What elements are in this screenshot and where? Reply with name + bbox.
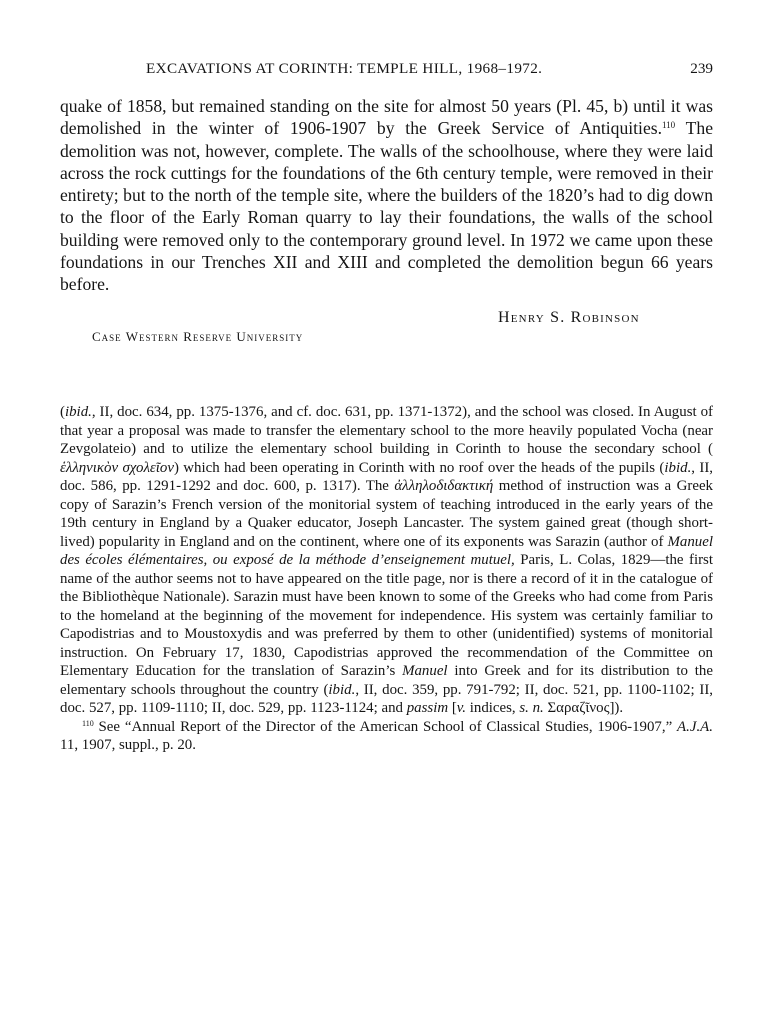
fn-text: into Greek and for its distribution to the elementary schools throughout the country ( — [60, 663, 713, 698]
fn-text: Σαραζῖνος]). — [543, 700, 624, 716]
body-text-part: quake of 1858, but remained standing on the site for almost 50 years (Pl. 45, b) until it was demolished in the winter of 1906-1907 by the Greek Service of Antiquities. — [60, 96, 713, 139]
footnote-110 — [60, 718, 713, 755]
fn-text: method of instruction was a Greek copy of Sarazin’s French version of the monitorial system of teaching introduced in the early years of the 19th century in England by a Quaker educator, Joseph Lancaster. The system gained great (though short-lived) popularity in England and on the continent, where one of its exponents was Sarazin (author of — [60, 478, 713, 550]
running-title: EXCAVATIONS AT CORINTH: TEMPLE HILL, 1968–1972. — [146, 60, 543, 77]
fn-italic: Manuel — [402, 663, 448, 679]
body-paragraph — [60, 95, 713, 296]
fn-text: , II, doc. 634, pp. 1375-1376, and cf. doc. 631, pp. 1371-1372), and the school was closed. In August of that year a proposal was made to transfer the elementary school to the more heavily populated Vocha (near Zevgolateio) and to utilize the elementary school building in Corinth to house the secondary school ( — [60, 404, 713, 457]
footnote-ref-110: 110 — [662, 120, 676, 131]
running-header — [60, 60, 713, 82]
footnotes — [60, 403, 713, 755]
page-number: 239 — [690, 60, 713, 77]
fn-text: Paris, L. Colas, 1829—the first name of the author seems not to have appeared on the title page, nor is there a record of it in the catalogue of the Bibliothèque Nationale). Sarazin must have been known to some of the Greeks who had come from Paris to the homeland at the beginning of the movement for independence. His system was certainly familiar to Capodistrias and to Moustoxydis and was preferred by them to other (unidentified) systems of monitorial instruction. On February 17, 1830, Capodistrias approved the recommendation of the Committee on Elementary Education for the translation of Sarazin’s — [60, 552, 713, 679]
fn-italic: Manuel des écoles élémentaires, ou exposé de la méthode d’enseignement mutuel, — [60, 533, 713, 568]
fn-text: [ — [448, 700, 457, 716]
fn-italic: ibid. — [64, 404, 92, 420]
author-signature: Henry S. Robinson — [498, 309, 640, 326]
fn-text: See “Annual Report of the Director of the American School of Classical Studies, 1906-1907,” — [93, 718, 678, 735]
fn-text: , II, doc. 586, pp. 1291-1292 and doc. 600, p. 1317). The — [60, 459, 714, 494]
fn-text: 11, 1907, suppl., p. 20. — [60, 737, 196, 753]
author-affiliation: Case Western Reserve University — [92, 329, 304, 344]
footnote-number: 110 — [82, 718, 94, 728]
fn-text: indices, — [466, 700, 520, 716]
fn-greek: ἑλληνικὸν σχολεῖον — [60, 459, 174, 476]
footnote-109-continuation — [60, 403, 713, 718]
fn-italic: passim — [406, 700, 449, 716]
fn-text: , II, doc. 359, pp. 791-792; II, doc. 521, pp. 1100-1102; II, doc. 527, pp. 1109-1110; II, doc. 529, pp. 1123-1124; and — [60, 681, 714, 716]
fn-italic: v. — [456, 700, 467, 716]
fn-text: ) which had been operating in Corinth with no roof over the heads of the pupils ( — [173, 459, 665, 476]
fn-italic: ibid. — [328, 681, 356, 698]
fn-greek: ἀλληλοδιδακτική — [394, 478, 494, 494]
fn-italic: A.J.A. — [677, 718, 713, 735]
fn-text: ( — [60, 404, 65, 420]
main-text — [60, 95, 713, 296]
body-text-part: The demolition was not, however, complete. The walls of the schoolhouse, where they were laid across the rock cuttings for the foundations of the 6th century temple, were removed in their entirety; but to the north of the temple site, where the builders of the 1820’s had to dig down to the floor of the Early Roman quarry to lay their foundations, the walls of the school building were removed only to the contemporary ground level. In 1972 we came upon these foundations in our Trenches XII and XIII and completed the demolition begun 66 years before. — [60, 118, 714, 295]
fn-italic: ibid. — [664, 459, 692, 476]
fn-italic: s. n. — [519, 700, 544, 716]
